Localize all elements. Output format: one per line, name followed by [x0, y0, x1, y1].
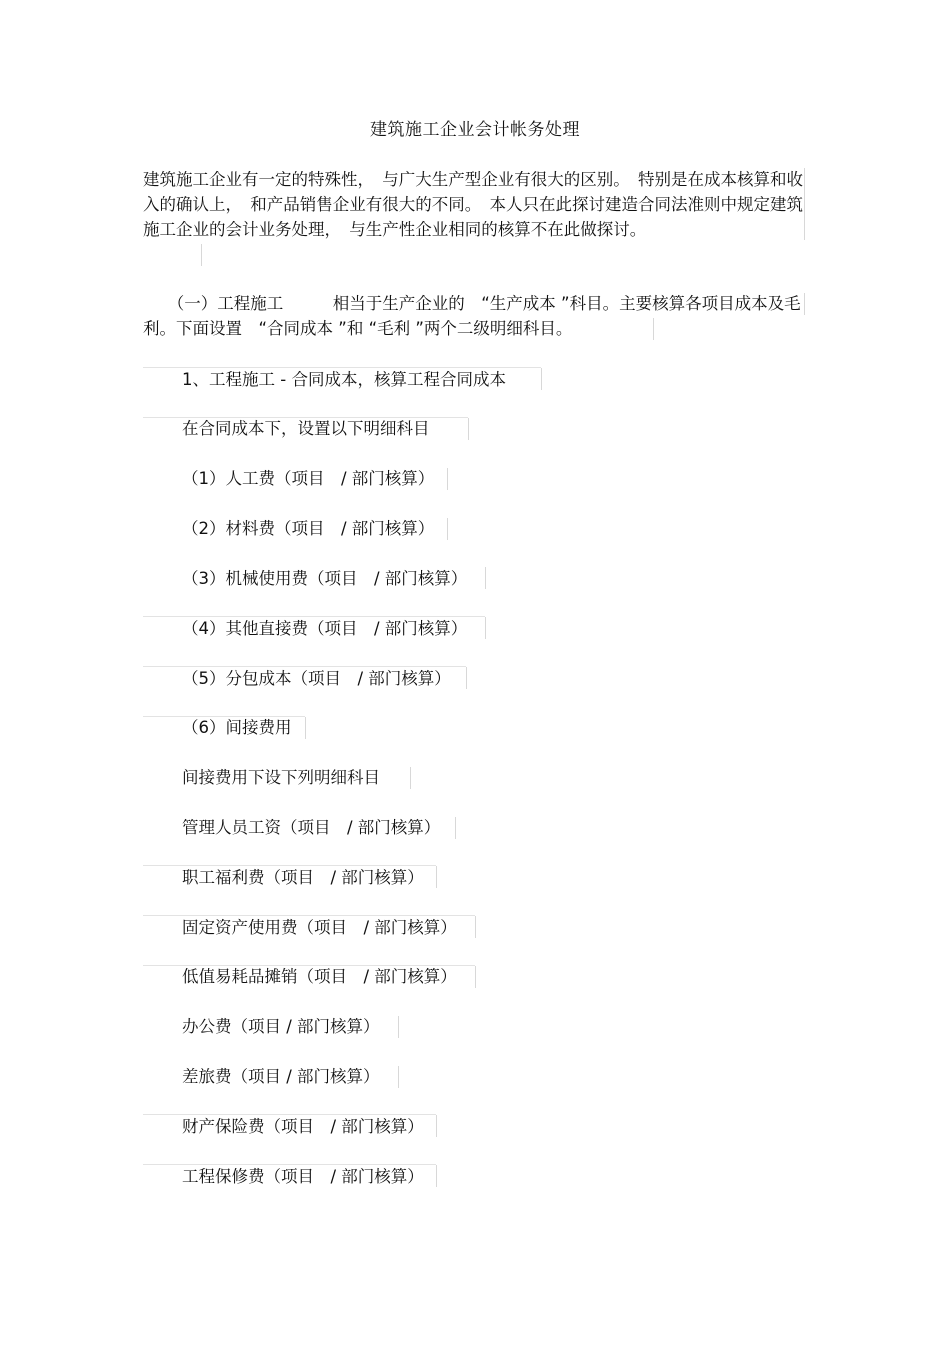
margin-rule [436, 1165, 437, 1187]
margin-rule [143, 1114, 436, 1115]
margin-rule [143, 417, 468, 418]
document-title: 建筑施工企业会计帐务处理 [370, 120, 580, 140]
list-item: （1）人工费（项目 / 部门核算） [182, 469, 435, 488]
margin-rule [436, 1115, 437, 1137]
margin-rule [455, 817, 456, 839]
margin-rule [143, 1164, 436, 1165]
margin-rule [398, 1066, 399, 1088]
list-item: 1、工程施工 - 合同成本，核算工程合同成本 [182, 370, 506, 389]
list-item: 工程保修费（项目 / 部门核算） [182, 1167, 424, 1186]
margin-rule [475, 916, 476, 938]
margin-rule [410, 767, 411, 789]
margin-rule [653, 318, 654, 340]
margin-rule [468, 418, 469, 440]
margin-rule [485, 567, 486, 589]
margin-rule [804, 168, 805, 240]
margin-rule [475, 966, 476, 988]
list-item: 固定资产使用费（项目 / 部门核算） [182, 918, 457, 937]
list-item: （4）其他直接费（项目 / 部门核算） [182, 619, 468, 638]
list-item: （3）机械使用费（项目 / 部门核算） [182, 569, 468, 588]
margin-rule [143, 367, 541, 368]
margin-rule [447, 518, 448, 540]
list-item: 在合同成本下，设置以下明细科目 [182, 419, 430, 438]
margin-rule [447, 468, 448, 490]
margin-rule [305, 717, 306, 739]
margin-rule [143, 716, 305, 717]
list-item: 间接费用下设下列明细科目 [182, 768, 380, 787]
list-item: （6）间接费用 [182, 718, 292, 737]
margin-rule [804, 293, 805, 315]
margin-rule [436, 866, 437, 888]
margin-rule [466, 667, 467, 689]
section-paragraph: （一）工程施工 相当于生产企业的 “生产成本 ”科目。主要核算各项目成本及毛利。下面设置 “合同成本 ”和 “毛利 ”两个二级明细科目。 [143, 294, 801, 338]
list-item: 办公费（项目 / 部门核算） [182, 1017, 380, 1036]
margin-rule [201, 244, 202, 266]
list-item: 职工福利费（项目 / 部门核算） [182, 868, 424, 887]
margin-rule [541, 368, 542, 390]
margin-rule [143, 616, 485, 617]
margin-rule [143, 965, 475, 966]
list-item: 财产保险费（项目 / 部门核算） [182, 1117, 424, 1136]
list-item: 管理人员工资（项目 / 部门核算） [182, 818, 441, 837]
margin-rule [398, 1016, 399, 1038]
list-item: （2）材料费（项目 / 部门核算） [182, 519, 435, 538]
intro-paragraph: 建筑施工企业有一定的特殊性， 与广大生产型企业有很大的区别。 特别是在成本核算和收入的确认上， 和产品销售企业有很大的不同。 本人只在此探讨建造合同法准则中规定建筑施工企业的会计业务处理， 与生产性企业相同的核算不在此做探讨。 [143, 170, 803, 239]
margin-rule [143, 865, 436, 866]
margin-rule [143, 915, 475, 916]
margin-rule [485, 617, 486, 639]
margin-rule [143, 666, 466, 667]
list-item: 差旅费（项目 / 部门核算） [182, 1067, 380, 1086]
list-item: （5）分包成本（项目 / 部门核算） [182, 669, 451, 688]
list-item: 低值易耗品摊销（项目 / 部门核算） [182, 967, 457, 986]
